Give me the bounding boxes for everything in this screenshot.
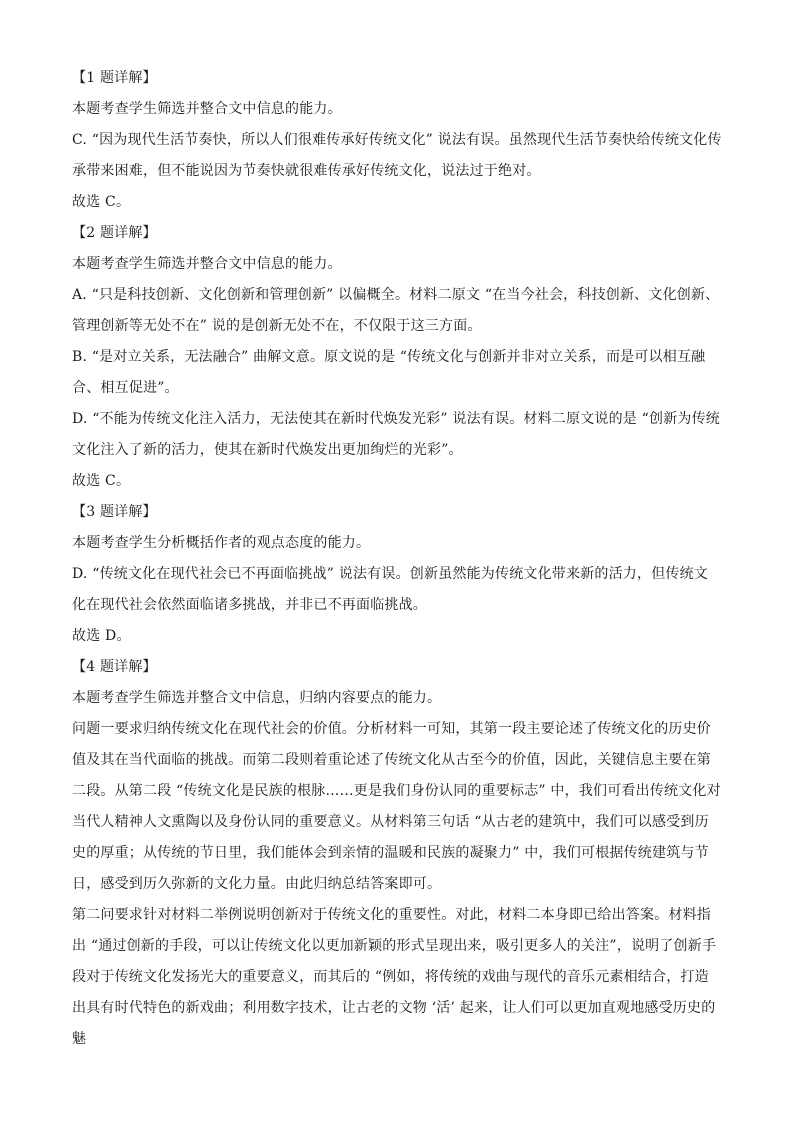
section-4-paragraph-1: 本题考查学生筛选并整合文中信息，归纳内容要点的能力。: [72, 690, 442, 706]
section-3-heading: 【3 题详解】: [72, 504, 157, 520]
section-1-answer: 故选 C。: [72, 194, 131, 210]
section-2-heading: 【2 题详解】: [72, 225, 157, 241]
section-3-paragraph-1: 本题考查学生分析概括作者的观点态度的能力。: [72, 535, 371, 551]
section-1-heading: 【1 题详解】: [72, 70, 157, 86]
section-1-paragraph-2: C. “因为现代生活节奏快，所以人们很难传承好传统文化” 说法有误。虽然现代生活节奏快给传统文化传承带来困难，但不能说因为节奏快就很难传承好传统文化，说法过于绝对。: [72, 132, 722, 179]
section-4-paragraph-2: 问题一要求归纳传统文化在现代社会的价值。分析材料一可知，其第一段主要论述了传统文化的历史价值及其在当代面临的挑战。而第二段则着重论述了传统文化从古至今的价值，因此，关键信息主要在第二段。从第二段 “传统文化是民族的根脉……更是我们身份认同的重要标志” 中，我们可看出传统文化对当代人精神人文熏陶以及身份认同的重要意义。从材料第三句话 “从古老的建筑中，我们可以感受到历史的厚重；从传统的节日里，我们能体会到亲情的温暖和民族的凝聚力” 中，我们可根据传统建筑与节日，感受到历久弥新的文化力量。由此归纳总结答案即可。: [72, 721, 721, 892]
section-2-paragraph-4: D. “不能为传统文化注入活力，无法使其在新时代焕发光彩” 说法有误。材料二原文说的是 “创新为传统文化注入了新的活力，使其在新时代焕发出更加绚烂的光彩”。: [72, 411, 720, 458]
section-3-answer: 故选 D。: [72, 628, 131, 644]
section-2-answer: 故选 C。: [72, 473, 131, 489]
section-3-paragraph-2: D. “传统文化在现代社会已不再面临挑战” 说法有误。创新虽然能为传统文化带来新的活力，但传统文化在现代社会依然面临诸多挑战，并非已不再面临挑战。: [72, 566, 708, 613]
section-2-paragraph-3: B. “是对立关系，无法融合” 曲解文意。原文说的是 “传统文化与创新并非对立关系，而是可以相互融合、相互促进”。: [72, 349, 706, 396]
section-4-heading: 【4 题详解】: [72, 659, 157, 675]
section-2-paragraph-2: A. “只是科技创新、文化创新和管理创新” 以偏概全。材料二原文 “在当今社会，科技创新、文化创新、管理创新等无处不在” 说的是创新无处不在，不仅限于这三方面。: [72, 287, 720, 334]
section-2-paragraph-1: 本题考查学生筛选并整合文中信息的能力。: [72, 256, 342, 272]
section-1-paragraph-1: 本题考查学生筛选并整合文中信息的能力。: [72, 101, 342, 117]
section-4-paragraph-3: 第二问要求针对材料二举例说明创新对于传统文化的重要性。对此，材料二本身即已给出答案。材料指出 “通过创新的手段，可以让传统文化以更加新颖的形式呈现出来，吸引更多人的关注”，说明了创新手段对于传统文化发扬光大的重要意义，而其后的 “例如，将传统的戏曲与现代的音乐元素相结合，打造出具有时代特色的新戏曲；利用数字技术，让古老的文物 ‘活’ 起来，让人们可以更加直观地感受历史的魅: [72, 907, 717, 1047]
document-body: [72, 63, 722, 1055]
